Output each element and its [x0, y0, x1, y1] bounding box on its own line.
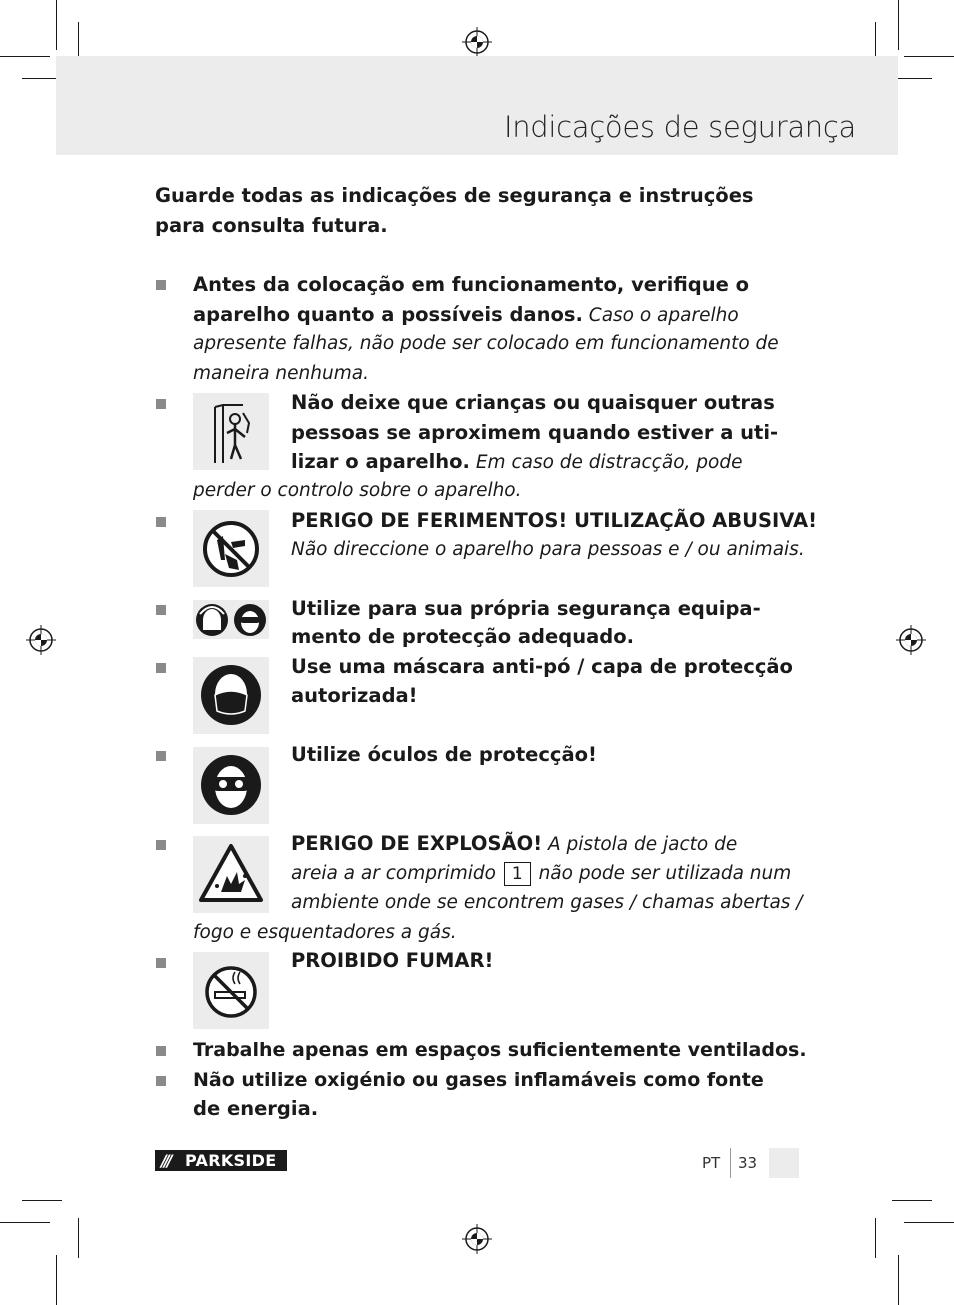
item-0-italic-2: apresente falhas, não pode ser colocado em funcionamento de	[193, 333, 779, 354]
dust-mask-icon	[193, 657, 269, 734]
item-6-italic-2a: areia a ar comprimido	[291, 863, 496, 884]
item-5-bold-1: Utilize óculos de protecção!	[291, 743, 597, 766]
parkside-logo	[155, 1150, 287, 1171]
explosion-warning-icon	[193, 836, 269, 913]
registration-mark-icon	[462, 1224, 492, 1254]
item-9-bold-1: Não utilize oxigénio ou gases inflamáveis como fonte	[193, 1069, 764, 1091]
bullet-icon	[155, 517, 167, 529]
registration-mark-icon	[462, 27, 492, 57]
item-6-bold-1: PERIGO DE EXPLOSÃO!	[291, 832, 543, 855]
item-1-bold-1: Não deixe que crianças ou quaisquer outras	[291, 391, 775, 414]
no-smoking-icon	[193, 952, 269, 1029]
children-warning-icon	[193, 393, 269, 470]
bullet-icon	[155, 1046, 167, 1058]
footer-tab	[769, 1148, 799, 1178]
page-number: 33	[738, 1154, 758, 1172]
item-8-bold-1: Trabalhe apenas em espaços suficientemente ventilados.	[193, 1039, 807, 1061]
crop-mark	[22, 1200, 62, 1201]
item-9-bold-2: de energia.	[193, 1097, 319, 1120]
crop-mark	[0, 56, 50, 57]
item-1-italic-1: Em caso de distracção, pode	[469, 452, 743, 473]
item-4-bold-1: Use uma máscara anti-pó / capa de protecção	[291, 655, 793, 678]
protective-equipment-icon	[193, 600, 269, 639]
no-spraying-people-icon	[193, 510, 269, 587]
crop-mark	[898, 1255, 899, 1305]
bullet-icon	[155, 958, 167, 970]
crop-mark	[875, 1218, 876, 1258]
part-reference-box: 1	[504, 862, 531, 886]
crop-mark	[904, 1222, 954, 1223]
safety-goggles-icon	[193, 747, 269, 824]
item-6-line-1	[291, 829, 737, 860]
crop-mark	[892, 1200, 932, 1201]
crop-mark	[56, 1255, 57, 1305]
item-0-bold-1: Antes da colocação em funcionamento, verifique o	[193, 273, 750, 296]
crop-mark	[56, 0, 57, 50]
bullet-icon	[155, 751, 167, 763]
item-6-italic-3: ambiente onde se encontrem gases / chamas abertas /	[291, 892, 803, 913]
bullet-icon	[155, 605, 167, 617]
page-title: Indicações de segurança	[503, 110, 856, 144]
item-1-italic-2: perder o controlo sobre o aparelho.	[193, 480, 522, 501]
bullet-icon	[155, 1076, 167, 1088]
footer-divider	[730, 1148, 731, 1178]
item-6-italic-2b: não pode ser utilizada num	[538, 863, 792, 884]
item-2-bold-1: PERIGO DE FERIMENTOS! UTILIZAÇÃO ABUSIVA!	[291, 509, 818, 532]
registration-mark-icon	[896, 625, 926, 655]
item-0-bold-2: aparelho quanto a possíveis danos.	[193, 303, 583, 326]
crop-mark	[892, 78, 932, 79]
item-0-italic-3: maneira nenhuma.	[193, 363, 369, 384]
item-6-italic-1: A pistola de jacto de	[542, 834, 738, 855]
crop-mark	[78, 1218, 79, 1258]
crop-mark	[904, 56, 954, 57]
item-6-line-2	[291, 859, 791, 889]
bullet-icon	[155, 663, 167, 675]
item-1-line-3	[291, 447, 742, 478]
intro-text: Guarde todas as indicações de segurança e instruções para consulta futura.	[155, 184, 754, 237]
language-code: PT	[702, 1154, 721, 1172]
item-7-bold-1: PROIBIDO FUMAR!	[291, 949, 494, 972]
item-3-bold-1: Utilize para sua própria segurança equipa-	[291, 597, 761, 620]
item-1-bold-2: pessoas se aproximem quando estiver a uti-	[291, 421, 779, 444]
logo-brand: PARKSIDE	[185, 1151, 277, 1170]
item-0-italic-1: Caso o aparelho	[582, 305, 739, 326]
bullet-icon	[155, 840, 167, 852]
bullet-icon	[155, 280, 167, 292]
item-1-bold-3: lizar o aparelho.	[291, 450, 470, 473]
bullet-icon	[155, 399, 167, 411]
registration-mark-icon	[26, 625, 56, 655]
crop-mark	[898, 0, 899, 50]
item-0-line-2	[193, 300, 739, 331]
item-4-bold-2: autorizada!	[291, 684, 418, 707]
item-6-italic-4: fogo e esquentadores a gás.	[193, 922, 457, 943]
item-3-bold-2: mento de protecção adequado.	[291, 625, 634, 648]
crop-mark	[0, 1222, 50, 1223]
item-2-italic-1: Não direccione o aparelho para pessoas e / ou animais.	[291, 539, 805, 560]
logo-slashes: ///	[161, 1151, 170, 1170]
